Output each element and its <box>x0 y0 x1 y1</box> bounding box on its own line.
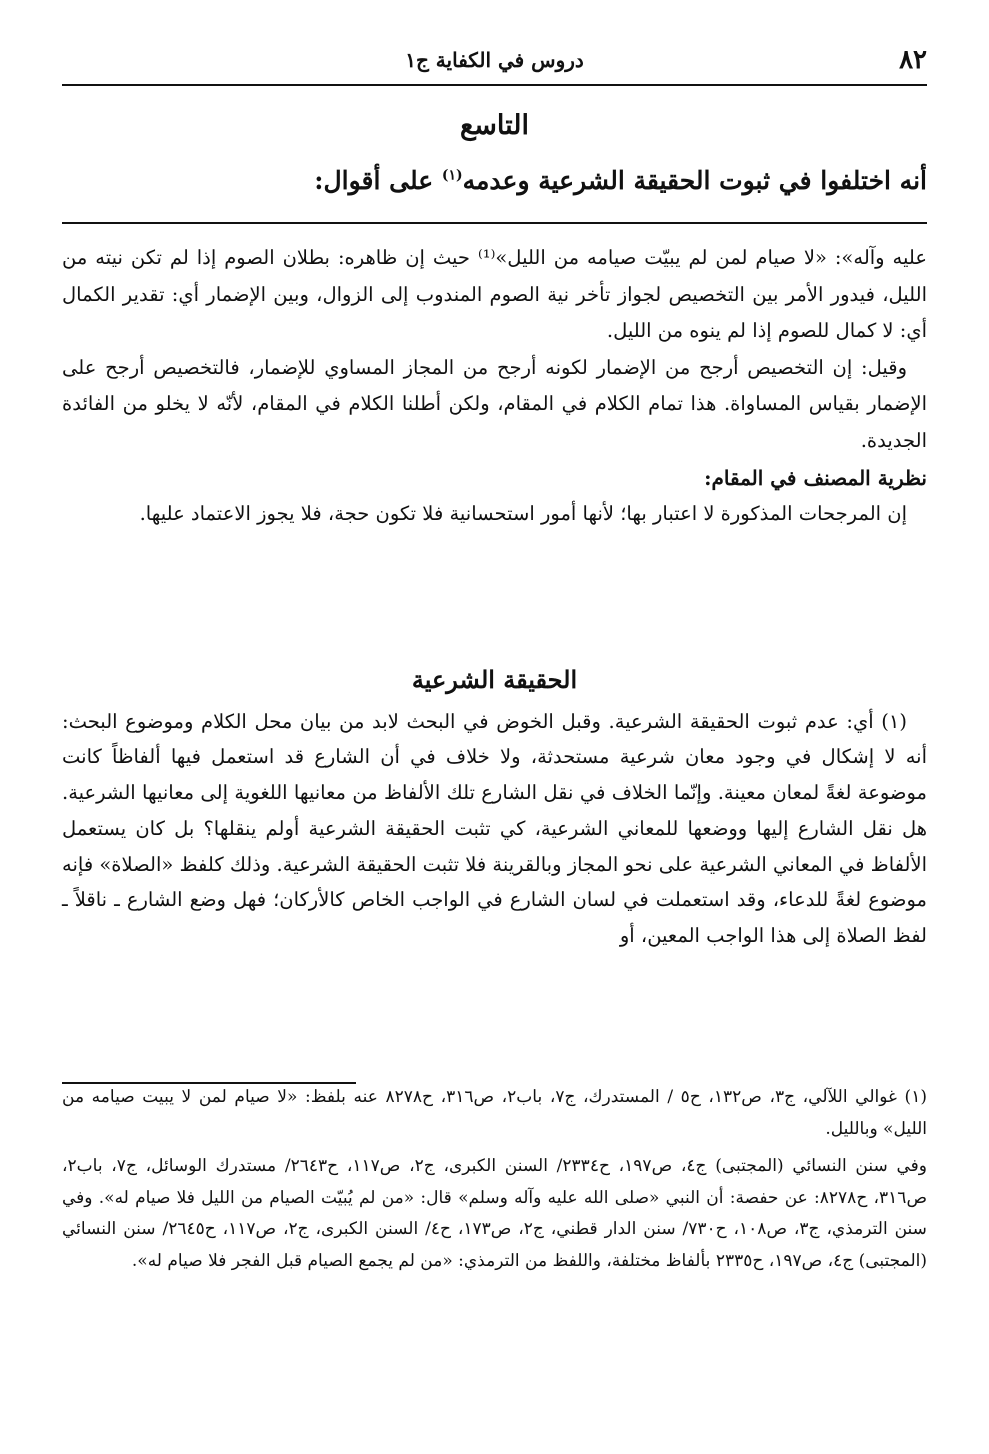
subheading: نظرية المصنف في المقام: <box>704 465 927 490</box>
footnotes <box>62 1082 927 1283</box>
paragraph-1: عليه وآله»: «لا صيام لمن لم يبيّت صيامه من الليل»⁽¹⁾ حيث إن ظاهره: بطلان الصوم إذا لم تكن نيته من الليل، فيدور الأمر بين التخصيص لجواز تأخر نية الصوم المندوب إلى الزوال، وبين الإضمار أي: تقدير الكمال أي: لا كمال للصوم إذا لم ينوه من الليل. <box>62 246 927 343</box>
subtitle-divider <box>62 222 927 224</box>
commentary-heading: الحقيقة الشرعية <box>411 665 578 694</box>
section-title: التاسع <box>459 110 530 141</box>
document-page <box>62 0 927 1454</box>
footnote-ref: (١) <box>441 167 463 184</box>
header-divider <box>62 84 927 86</box>
paragraph-3: إن المرجحات المذكورة لا اعتبار بها؛ لأنها أمور استحسانية فلا تكون حجة، فلا يجوز الاعتماد عليها. <box>139 502 907 526</box>
subtitle-tail: على أقوال: <box>314 166 442 195</box>
book-title: دروس في الكفاية ج١ <box>405 48 584 72</box>
footnote-1: (١) غوالي اللآلي، ج٣، ص١٣٢، ح٥ / المستدرك، ج٧، باب٢، ص٣١٦، ح٨٢٧٨ عنه بلفظ: «لا صيام لمن لا يبيت صيامه من الليل» وبالليل. <box>62 1087 927 1139</box>
page-number: ٨٢ <box>899 45 927 75</box>
commentary-block <box>62 662 927 954</box>
footnote-2: وفي سنن النسائي (المجتبى) ج٤، ص١٩٧، ح٢٣٣٤/ السنن الكبرى، ج٢، ص١١٧، ح٢٦٤٣/ مستدرك الوسائل، ج٧، باب٢، ص٣١٦، ح٨٢٧٨: عن حفصة: أن النبي «صلى الله عليه وآله وسلم» قال: «من لم يُبيّت الصيام من الليل فلا صيام له». وفي سنن الترمذي، ج٣، ص١٠٨، ح٧٣٠/ سنن الدار قطني، ج٢، ص١٧٣، ح٤/ السنن الكبرى، ج٢، ص١١٧، ح٢٦٤٥/ سنن النسائي (المجتبى) ج٤، ص١٩٧، ح٢٣٣٥ بألفاظ مختلفة، واللفظ من الترمذي: «من لم يجمع الصيام قبل الفجر فلا صيام له». <box>62 1156 928 1271</box>
main-text <box>62 240 927 533</box>
subtitle-text: أنه اختلفوا في ثبوت الحقيقة الشرعية وعدمه <box>462 166 927 195</box>
paragraph-2: وقيل: إن التخصيص أرجح من الإضمار لكونه أرجح من المجاز المساوي للإضمار، فالتخصيص أرجح على الإضمار بقياس المساواة. هذا تمام الكلام في المقام، ولكن أطلنا الكلام في المقام، لأنّه لا يخلو من الفائدة الجديدة. <box>62 355 927 452</box>
commentary-text: (١) أي: عدم ثبوت الحقيقة الشرعية. وقبل الخوض في البحث لابد من بيان محل الكلام وموضوع البحث: أنه لا إشكال في وجود معان شرعية مستحدثة، ولا خلاف في أن الشارع قد استعمل فيها ألفاظاً كانت موضوعة لغةً لمعان معينة. وإنّما الخلاف في نقل الشارع تلك الألفاظ من معانيها اللغوية إلى معانيها الشرعية. هل نقل الشارع إليها ووضعها للمعاني الشرعية، كي تثبت الحقيقة الشرعية أولم ينقلها؟ بل كان يستعمل الألفاظ في المعاني الشرعية على نحو المجاز وبالقرينة فلا تثبت الحقيقة الشرعية. وذلك كلفظ «الصلاة» فإنه موضوع لغةً للدعاء، وقد استعملت في لسان الشارع في الواجب الخاص كالأركان؛ فهل وضع الشارع ـ ناقلاً ـ لفظ الصلاة إلى هذا الواجب المعين، أو <box>62 709 927 947</box>
running-header <box>62 40 927 80</box>
section-subtitle <box>62 166 927 195</box>
